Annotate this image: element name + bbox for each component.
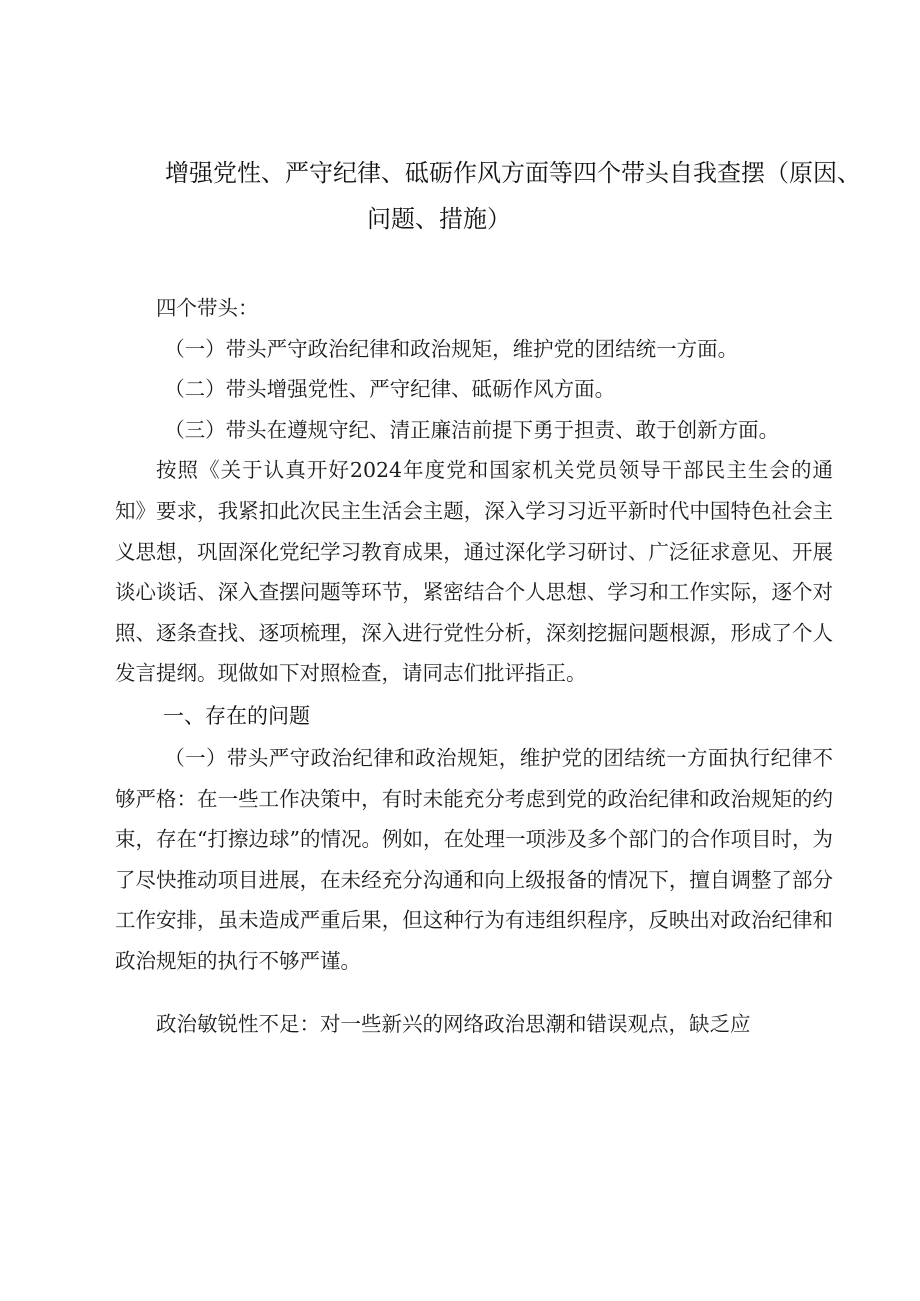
section-paragraph: （一）带头严守政治纪律和政治规矩，维护党的团结统一方面执行纪律不够严格：在一些工作决策中，有时未能充分考虑到党的政治纪律和政治规矩的约束，存在“打擦边球”的情况。例如，在处理一项涉及多个部门的合作项目时，为了尽快推动项目进展，在未经充分沟通和向上级报备的情况下，擅自调整了部分工作安排，虽未造成严重后果，但这种行为有违组织程序，反映出对政治纪律和政治规矩的执行不够严谨。 — [115, 745, 833, 973]
item-3: （三）带头在遵规守纪、清正廉洁前提下勇于担责、敢于创新方面。 — [164, 417, 780, 442]
intro-label: 四个带头： — [156, 296, 259, 320]
last-paragraph: 政治敏锐性不足：对一些新兴的网络政治思潮和错误观点，缺乏应 — [156, 1011, 751, 1036]
title-line-1: 增强党性、严守纪律、砥砺作风方面等四个带头自我查摆（原因、 — [165, 159, 861, 187]
paragraph-gap — [115, 982, 833, 1004]
item-2: （二）带头增强党性、严守纪律、砥砺作风方面。 — [164, 377, 616, 402]
document-body — [115, 288, 833, 1044]
title-line-2: 问题、措施） — [367, 205, 511, 233]
section-heading: 一、存在的问题 — [163, 703, 310, 728]
item-1: （一）带头严守政治纪律和政治规矩，维护党的团结统一方面。 — [164, 336, 739, 361]
main-paragraph: 按照《关于认真开好2024年度党和国家机关党员领导干部民主生会的通知》要求，我紧扣此次民主生活会主题，深入学习习近平新时代中国特色社会主义思想，巩固深化党纪学习教育成果，通过深化学习研讨、广泛征求意见、开展谈心谈话、深入查摆问题等环节，紧密结合个人思想、学习和工作实际，逐个对照、逐条查找、逐项梳理，深入进行党性分析，深刻挖掘问题根源，形成了个人发言提纲。现做如下对照检查，请同志们批评指正。 — [115, 458, 833, 686]
document-title — [115, 150, 861, 242]
